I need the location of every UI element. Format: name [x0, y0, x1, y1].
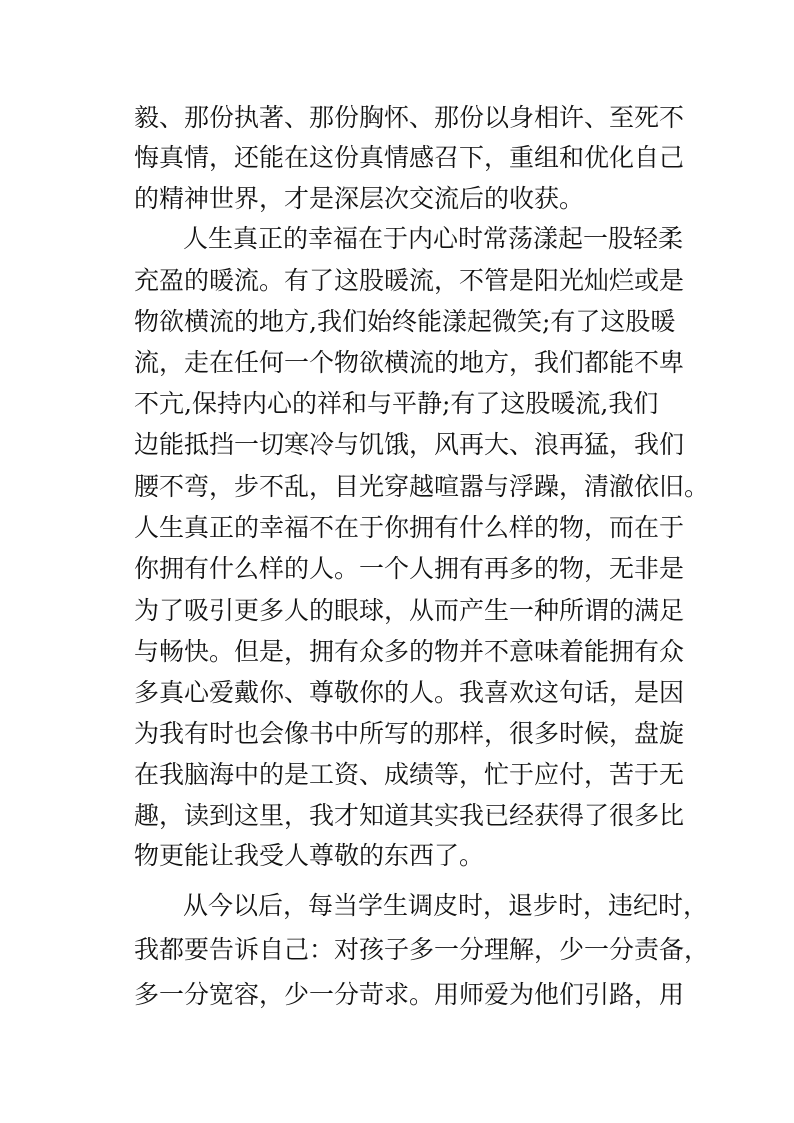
text-line: 人生真正的幸福不在于你拥有什么样的物，而在于 — [134, 513, 685, 542]
text-line: 流，走在任何一个物欲横流的地方，我们都能不卑 — [134, 348, 685, 377]
paragraph-start-line: 人生真正的幸福在于内心时常荡漾起一股轻柔 — [183, 224, 684, 253]
text-line: 毅、那份执著、那份胸怀、那份以身相许、至死不 — [134, 103, 685, 132]
text-line: 边能抵挡一切寒冷与饥饿，风再大、浪再猛，我们 — [134, 430, 685, 459]
text-line: 物更能让我受人尊敬的东西了。 — [134, 841, 485, 870]
text-line: 悔真情，还能在这份真情感召下，重组和优化自己 — [134, 143, 685, 172]
paragraph-start-line: 从今以后，每当学生调皮时，退步时，违纪时， — [183, 891, 709, 920]
text-line: 腰不弯，步不乱，目光穿越喧嚣与浮躁，清澈依旧。 — [134, 472, 710, 501]
text-line: 的精神世界，才是深层次交流后的收获。 — [134, 184, 585, 213]
text-line: 我都要告诉自己：对孩子多一分理解，少一分责备， — [134, 935, 710, 964]
text-line: 多真心爱戴你、尊敬你的人。我喜欢这句话，是因 — [134, 678, 685, 707]
text-line: 充盈的暖流。有了这股暖流，不管是阳光灿烂或是 — [134, 266, 685, 295]
text-line: 不亢,保持内心的祥和与平静;有了这股暖流,我们 — [134, 389, 659, 418]
text-line: 为我有时也会像书中所写的那样，很多时候，盘旋 — [134, 719, 685, 748]
text-line: 多一分宽容，少一分苛求。用师爱为他们引路，用 — [134, 980, 685, 1009]
text-line: 为了吸引更多人的眼球，从而产生一种所谓的满足 — [134, 596, 685, 625]
text-line: 在我脑海中的是工资、成绩等，忙于应付，苦于无 — [134, 760, 685, 789]
text-line: 与畅快。但是，拥有众多的物并不意味着能拥有众 — [134, 637, 685, 666]
text-line: 物欲横流的地方,我们始终能漾起微笑;有了这股暖 — [134, 307, 676, 336]
text-line: 趣，读到这里，我才知道其实我已经获得了很多比 — [134, 801, 685, 830]
text-line: 你拥有什么样的人。一个人拥有再多的物，无非是 — [134, 554, 685, 583]
